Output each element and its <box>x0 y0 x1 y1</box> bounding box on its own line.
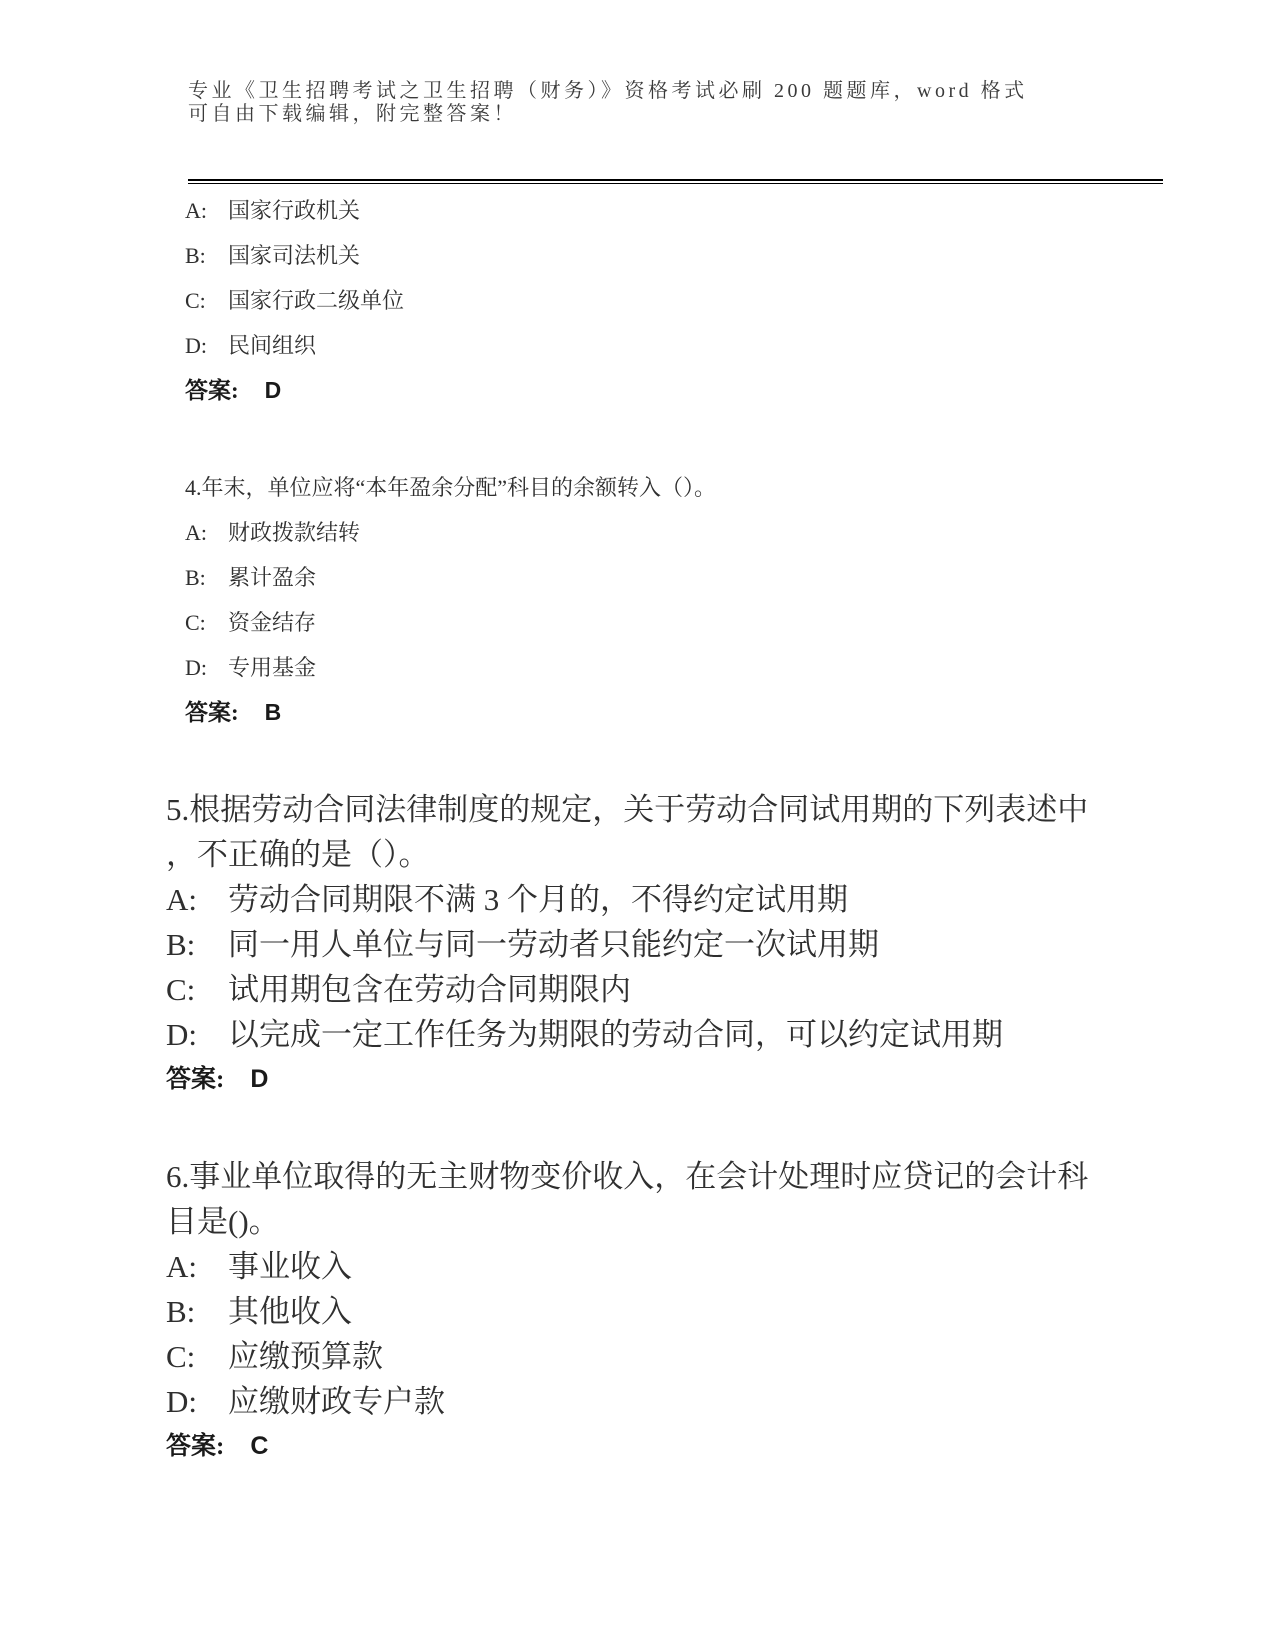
question-text: 4.年末，单位应将“本年盈余分配”科目的余额转入（）。 <box>185 475 717 500</box>
answer-label: 答案: <box>166 1066 225 1093</box>
question-text-line-2: ，不正确的是（）。 <box>166 837 430 872</box>
option-d <box>166 1379 1275 1424</box>
option-text: 国家行政机关 <box>228 198 361 223</box>
option-label: A: <box>166 882 197 917</box>
option-label: A: <box>185 198 207 223</box>
answer-label: 答案: <box>185 378 239 403</box>
option-text: 其他收入 <box>228 1294 352 1329</box>
option-text: 同一用人单位与同一劳动者只能约定一次试用期 <box>228 927 879 962</box>
answer-line <box>185 368 1275 413</box>
option-label: C: <box>185 288 206 313</box>
option-label: D: <box>185 333 207 358</box>
option-label: B: <box>166 927 196 962</box>
option-text: 劳动合同期限不满 3 个月的，不得约定试用期 <box>228 882 848 917</box>
option-text: 应缴预算款 <box>228 1339 383 1374</box>
option-label: C: <box>185 610 206 635</box>
answer-label: 答案: <box>185 700 239 725</box>
header-double-rule <box>188 179 1163 184</box>
option-b <box>166 1289 1275 1334</box>
option-label: B: <box>185 243 206 268</box>
question-block-3 <box>0 188 1275 413</box>
question-block-6 <box>0 1154 1275 1469</box>
option-text: 资金结存 <box>228 610 317 635</box>
option-a <box>166 1244 1275 1289</box>
answer-letter: B <box>264 699 282 725</box>
option-label: C: <box>166 1339 196 1374</box>
option-text: 以完成一定工作任务为期限的劳动合同，可以约定试用期 <box>228 1017 1003 1052</box>
answer-line <box>166 1057 1275 1102</box>
option-text: 事业收入 <box>228 1249 352 1284</box>
option-label: B: <box>166 1294 196 1329</box>
option-text: 专用基金 <box>228 655 317 680</box>
option-c <box>185 600 1275 645</box>
question-text-line-2: 目是()。 <box>166 1204 280 1239</box>
option-a <box>185 510 1275 555</box>
option-d <box>166 1012 1275 1057</box>
option-b <box>185 555 1275 600</box>
option-label: A: <box>185 520 207 545</box>
option-d <box>185 323 1275 368</box>
option-text: 国家司法机关 <box>228 243 361 268</box>
option-label: D: <box>185 655 207 680</box>
option-c <box>185 278 1275 323</box>
answer-letter: D <box>264 377 282 403</box>
header-line-2: 可自由下载编辑，附完整答案！ <box>188 102 517 125</box>
option-c <box>166 967 1275 1012</box>
option-c <box>166 1334 1275 1379</box>
option-text: 试用期包含在劳动合同期限内 <box>228 972 631 1007</box>
option-label: C: <box>166 972 196 1007</box>
option-text: 累计盈余 <box>228 565 317 590</box>
option-text: 国家行政二级单位 <box>228 288 405 313</box>
option-text: 民间组织 <box>228 333 317 358</box>
option-d <box>185 645 1275 690</box>
question-text-line-1: 5.根据劳动合同法律制度的规定，关于劳动合同试用期的下列表述中 <box>166 792 1089 827</box>
option-label: D: <box>166 1017 197 1052</box>
answer-line <box>166 1424 1275 1469</box>
option-text: 应缴财政专户款 <box>228 1384 445 1419</box>
option-a <box>166 877 1275 922</box>
option-b <box>185 233 1275 278</box>
answer-letter: D <box>250 1065 269 1093</box>
option-a <box>185 188 1275 233</box>
answer-line <box>185 690 1275 735</box>
option-text: 财政拨款结转 <box>228 520 361 545</box>
question-block-4 <box>0 465 1275 735</box>
document-header <box>188 80 1108 125</box>
option-b <box>166 922 1275 967</box>
document-body <box>0 188 1275 1469</box>
question-block-5 <box>0 787 1275 1102</box>
header-line-1: 专业《卫生招聘考试之卫生招聘（财务）》资格考试必刷 200 题题库，word 格式 <box>188 80 1028 102</box>
option-label: B: <box>185 565 206 590</box>
answer-letter: C <box>250 1432 269 1460</box>
question-text-line-1: 6.事业单位取得的无主财物变价收入，在会计处理时应贷记的会计科 <box>166 1159 1089 1194</box>
answer-label: 答案: <box>166 1433 225 1460</box>
option-label: A: <box>166 1249 197 1284</box>
option-label: D: <box>166 1384 197 1419</box>
